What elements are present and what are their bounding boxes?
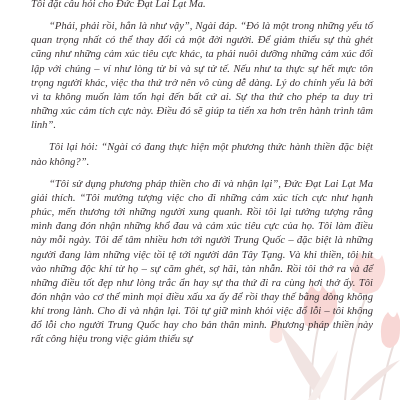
paragraph-1: Tôi đặt câu hỏi cho Đức Đạt Lai Lạt Ma.: [31, 0, 206, 10]
paragraph-3: Tôi lại hỏi: “Ngài có đang thực hiện một phương thức hành thiền đặc biệt nào không?”.: [31, 142, 373, 168]
body-text: [31, 0, 373, 356]
paragraph-4: “Tôi sử dụng phương pháp thiền cho đi và nhận lại”, Đức Đạt Lai Lạt Ma giải thích. “Tôi mường tượng việc cho đi những cảm xúc tích cực như hạnh phúc, mến thương tới những người xung quanh. Rồi tôi lại tưởng tượng rằng mình đang đón nhận những khổ đau và cảm xúc tiêu cực của họ. Tôi làm điều này mỗi ngày. Tôi để tâm nhiều hơn tới người Trung Quốc – đặc biệt là những người đang làm những việc tồi tệ tới người dân Tây Tạng. Và khi thiền, tôi hít vào những độc khí từ họ – sự căm ghét, sợ hãi, tàn nhẫn. Rồi tôi thở ra và để những điều tốt đẹp như lòng trắc ẩn hay sự tha thứ đi ra cùng hơi thở ấy. Tôi đón nhận vào cơ thể mình mọi điều xấu xa ấy để rồi thay thế bằng dòng không khí trong lành. Cho đi và nhận lại. Tôi tự giữ mình khỏi việc đổ lỗi – tôi không đổ lỗi cho người Trung Quốc hay cho bản thân mình. Phương pháp thiền này rất công hiệu trong việc giảm thiểu sự: [31, 178, 373, 346]
paragraph-2: “Phải, phải rồi, hẳn là như vậy”, Ngài đáp. “Đó là một trong những yếu tố quan trọng nhất có thể thay đổi cả một đời người. Để giảm thiểu sự thù ghét cũng như những cảm xúc tiêu cực khác, ta phải nuôi dưỡng những cảm xúc đối lập với chúng – ví như lòng từ bi và sự tử tế. Nếu như ta thực sự hết mực tôn trọng người khác, việc tha thứ trở nên vô cùng dễ dàng. Lý do chính yếu là bởi vì ta không muốn làm tổn hại đến bất cứ ai. Sự tha thứ cho phép ta duy trì những xúc cảm tích cực này. Điều đó sẽ giúp ta tiến xa hơn trên hành trình tâm linh”.: [31, 21, 373, 132]
